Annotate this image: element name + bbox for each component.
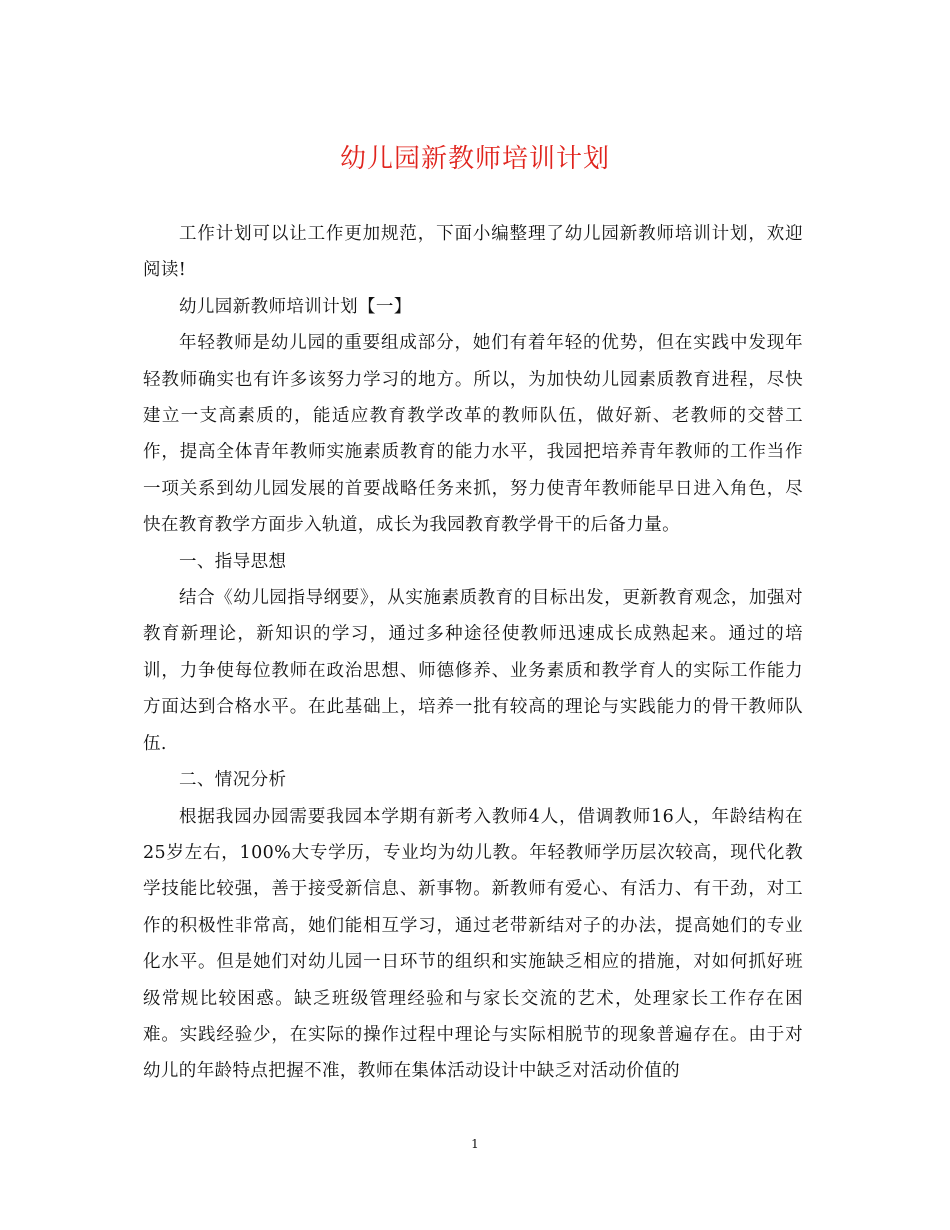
page-number: 1 xyxy=(471,1137,479,1151)
body-paragraph: 年轻教师是幼儿园的重要组成部分，她们有着年轻的优势，但在实践中发现年轻教师确实也有许多该努力学习的地方。所以，为加快幼儿园素质教育进程，尽快建立一支高素质的，能适应教育教学改革的教师队伍，做好新、老教师的交替工作，提高全体青年教师实施素质教育的能力水平，我园把培养青年教师的工作当作一项关系到幼儿园发展的首要战略任务来抓，努力使青年教师能早日进入角色，尽快在教育教学方面步入轨道，成长为我园教育教学骨干的后备力量。 xyxy=(143,333,803,536)
body-paragraph: 根据我园办园需要我园本学期有新考入教师4人，借调教师16人，年龄结构在25岁左右，100%大专学历，专业均为幼儿教。年轻教师学历层次较高，现代化教学技能比较强，善于接受新信息、新事物。新教师有爱心、有活力、有干劲，对工作的积极性非常高，她们能相互学习，通过老带新结对子的办法，提高她们的专业化水平。但是她们对幼儿园一日环节的组织和实施缺乏相应的措施，对如何抓好班级常规比较困惑。缺乏班级管理经验和与家长交流的艺术，处理家长工作存在困难。实践经验少，在实际的操作过程中理论与实际相脱节的现象普遍存在。由于对幼儿的年龄特点把握不准，教师在集体活动设计中缺乏对活动价值的 xyxy=(143,806,803,1082)
section-heading-guiding-ideology: 一、指导思想 xyxy=(179,551,287,572)
intro-paragraph: 工作计划可以让工作更加规范，下面小编整理了幼儿园新教师培训计划，欢迎阅读! xyxy=(143,224,803,281)
section-heading-plan-one: 幼儿园新教师培训计划【一】 xyxy=(179,296,412,317)
body-paragraph: 结合《幼儿园指导纲要》，从实施素质教育的目标出发，更新教育观念，加强对教育新理论，新知识的学习，通过多种途径使教师迅速成长成熟起来。通过的培训，力争使每位教师在政治思想、师德修养、业务素质和教学育人的实际工作能力方面达到合格水平。在此基础上，培养一批有较高的理论与实践能力的骨干教师队伍. xyxy=(143,588,803,754)
document-title: 幼儿园新教师培训计划 xyxy=(339,144,610,174)
document-body xyxy=(143,216,803,1090)
section-heading-situation-analysis: 二、情况分析 xyxy=(179,770,287,791)
